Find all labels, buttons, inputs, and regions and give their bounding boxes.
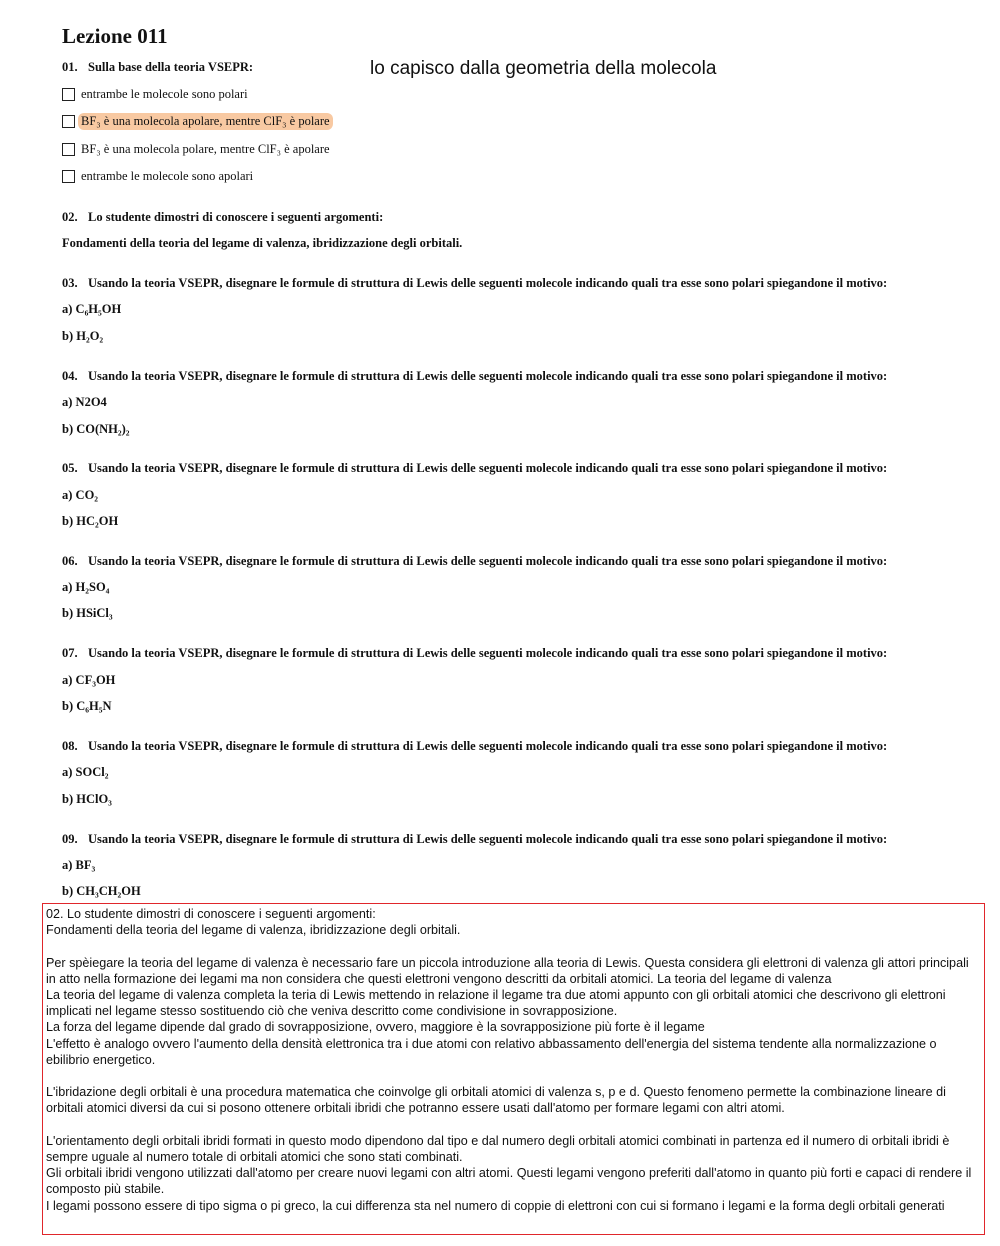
item-b: b) H₂O₂ [62, 329, 104, 343]
option-2-highlighted[interactable] [62, 113, 333, 130]
question-04 [62, 369, 887, 384]
option-label: entrambe le molecole sono polari [81, 87, 248, 101]
question-number: 05. [62, 461, 78, 475]
question-text: Usando la teoria VSEPR, disegnare le formule di struttura di Lewis delle seguenti molecole indicando quali tra esse sono polari spiegandone il motivo: [88, 832, 888, 846]
question-number: 09. [62, 832, 78, 846]
question-number: 04. [62, 369, 78, 383]
question-number: 08. [62, 739, 78, 753]
item-b: b) HC₂OH [62, 514, 119, 528]
option-label: entrambe le molecole sono apolari [81, 169, 254, 183]
item-a: a) N2O4 [62, 395, 107, 409]
question-number: 01. [62, 60, 78, 74]
question-text: Usando la teoria VSEPR, disegnare le formule di struttura di Lewis delle seguenti molecole indicando quali tra esse sono polari spiegandone il motivo: [88, 461, 888, 475]
page-title: Lezione 011 [62, 24, 168, 48]
option-1[interactable] [62, 86, 251, 103]
checkbox[interactable] [62, 170, 75, 183]
question-02 [62, 210, 383, 225]
option-label: BF₃ è una molecola apolare, mentre ClF₃ è polare [78, 113, 333, 130]
answer-paragraph: La teoria del legame di valenza completa la teria di Lewis mettendo in relazione il legame tra due atomi appunto con gli orbitali atomici che descrivono gli elettroni implicati nel legame stesso sostituendo ciò che veniva descritto come condivisione in sovrapposizione. [46, 988, 946, 1019]
question-08 [62, 739, 887, 754]
spacer [46, 938, 981, 954]
option-3[interactable] [62, 141, 333, 158]
question-text: Usando la teoria VSEPR, disegnare le formule di struttura di Lewis delle seguenti molecole indicando quali tra esse sono polari spiegandone il motivo: [88, 554, 888, 568]
checkbox[interactable] [62, 143, 75, 156]
question-number: 03. [62, 276, 78, 290]
item-b: b) CO(NH₂)₂ [62, 422, 130, 436]
question-09 [62, 832, 887, 847]
item-b: b) CH₃CH₂OH [62, 884, 141, 898]
question-number: 07. [62, 646, 78, 660]
handwritten-annotation: lo capisco dalla geometria della molecola [370, 58, 717, 79]
checkbox[interactable] [62, 88, 75, 101]
question-text: Sulla base della teoria VSEPR: [88, 60, 254, 74]
item-a: a) SOCl₂ [62, 765, 109, 779]
item-a: a) H₂SO₄ [62, 580, 110, 594]
answer-paragraph: I legami possono essere di tipo sigma o pi greco, la cui differenza sta nel numero di coppie di elettroni con cui si formano i legami e la forma degli orbitali generati [46, 1198, 945, 1213]
answer-paragraph: L'ibridazione degli orbitali è una procedura matematica che coinvolge gli orbitali atomici di valenza s, p e d. Questo fenomeno permette la combinazione lineare di orbitali atomici diversi da cui si posono ottenere orbitali ibridi che potranno essere usati dall'atomo per formare legami con altri atomi. [46, 1085, 946, 1116]
question-05 [62, 461, 887, 476]
question-text: Usando la teoria VSEPR, disegnare le formule di struttura di Lewis delle seguenti molecole indicando quali tra esse sono polari spiegandone il motivo: [88, 276, 888, 290]
spacer [46, 1068, 981, 1084]
option-label: BF₃ è una molecola polare, mentre ClF₃ è apolare [81, 142, 330, 156]
answer-paragraph: L'orientamento degli orbitali ibridi formati in questo modo dipendono dal tipo e dal numero degli orbitali atomici combinati in partenza ed il numero di orbitali ibridi è sempre uguale al numero totale di orbitali atomici che sono stati combinati. [46, 1133, 950, 1164]
question-text: Lo studente dimostri di conoscere i seguenti argomenti: [88, 210, 384, 224]
question-text: Usando la teoria VSEPR, disegnare le formule di struttura di Lewis delle seguenti molecole indicando quali tra esse sono polari spiegandone il motivo: [88, 369, 888, 383]
answer-paragraph: La forza del legame dipende dal grado di sovrapposizione, ovvero, maggiore è la sovrapposizione più forte è il legame [46, 1020, 705, 1035]
answer-header: 02. Lo studente dimostri di conoscere i seguenti argomenti: [46, 907, 376, 921]
spacer [46, 1117, 981, 1133]
question-07 [62, 646, 887, 661]
answer-subheader: Fondamenti della teoria del legame di valenza, ibridizzazione degli orbitali. [46, 923, 461, 938]
item-a: a) C₆H₅OH [62, 302, 122, 316]
question-number: 06. [62, 554, 78, 568]
item-a: a) CO₂ [62, 488, 99, 502]
question-text: Usando la teoria VSEPR, disegnare le formule di struttura di Lewis delle seguenti molecole indicando quali tra esse sono polari spiegandone il motivo: [88, 739, 888, 753]
question-number: 02. [62, 210, 78, 224]
question-02-topic: Fondamenti della teoria del legame di valenza, ibridizzazione degli orbitali. [62, 236, 463, 250]
question-06 [62, 554, 887, 569]
answer-textbox[interactable] [42, 903, 985, 1235]
question-text: Usando la teoria VSEPR, disegnare le formule di struttura di Lewis delle seguenti molecole indicando quali tra esse sono polari spiegandone il motivo: [88, 646, 888, 660]
item-b: b) HSiCl₃ [62, 606, 113, 620]
question-01 [62, 60, 253, 75]
answer-paragraph: Per spèiegare la teoria del legame di valenza è necessario fare un piccola introduzione alla teoria di Lewis. Questa considera gli elettroni di valenza gli attori principali in atto nella formazione dei legami ma non considera che questi elettroni vengono descritti da orbitali atomici. La teoria del legame di valenza [46, 955, 969, 986]
item-a: a) BF₃ [62, 858, 96, 872]
item-b: b) HClO₃ [62, 792, 112, 806]
question-03 [62, 276, 887, 291]
checkbox[interactable] [62, 115, 75, 128]
item-a: a) CF₃OH [62, 673, 116, 687]
answer-paragraph: Gli orbitali ibridi vengono utilizzati dall'atomo per creare nuovi legami con altri atomi. Questi legami vengono preferiti dall'atomo in quanto più forti e capaci di rendere il composto più stabile. [46, 1166, 972, 1197]
option-4[interactable] [62, 168, 256, 185]
item-b: b) C₆H₅N [62, 699, 112, 713]
answer-paragraph: L'effetto è analogo ovvero l'aumento della densità elettronica tra i due atomi con relativo abbassamento dell'energia del sistema tendente alla normalizzazione o ebilibrio energetico. [46, 1036, 937, 1067]
